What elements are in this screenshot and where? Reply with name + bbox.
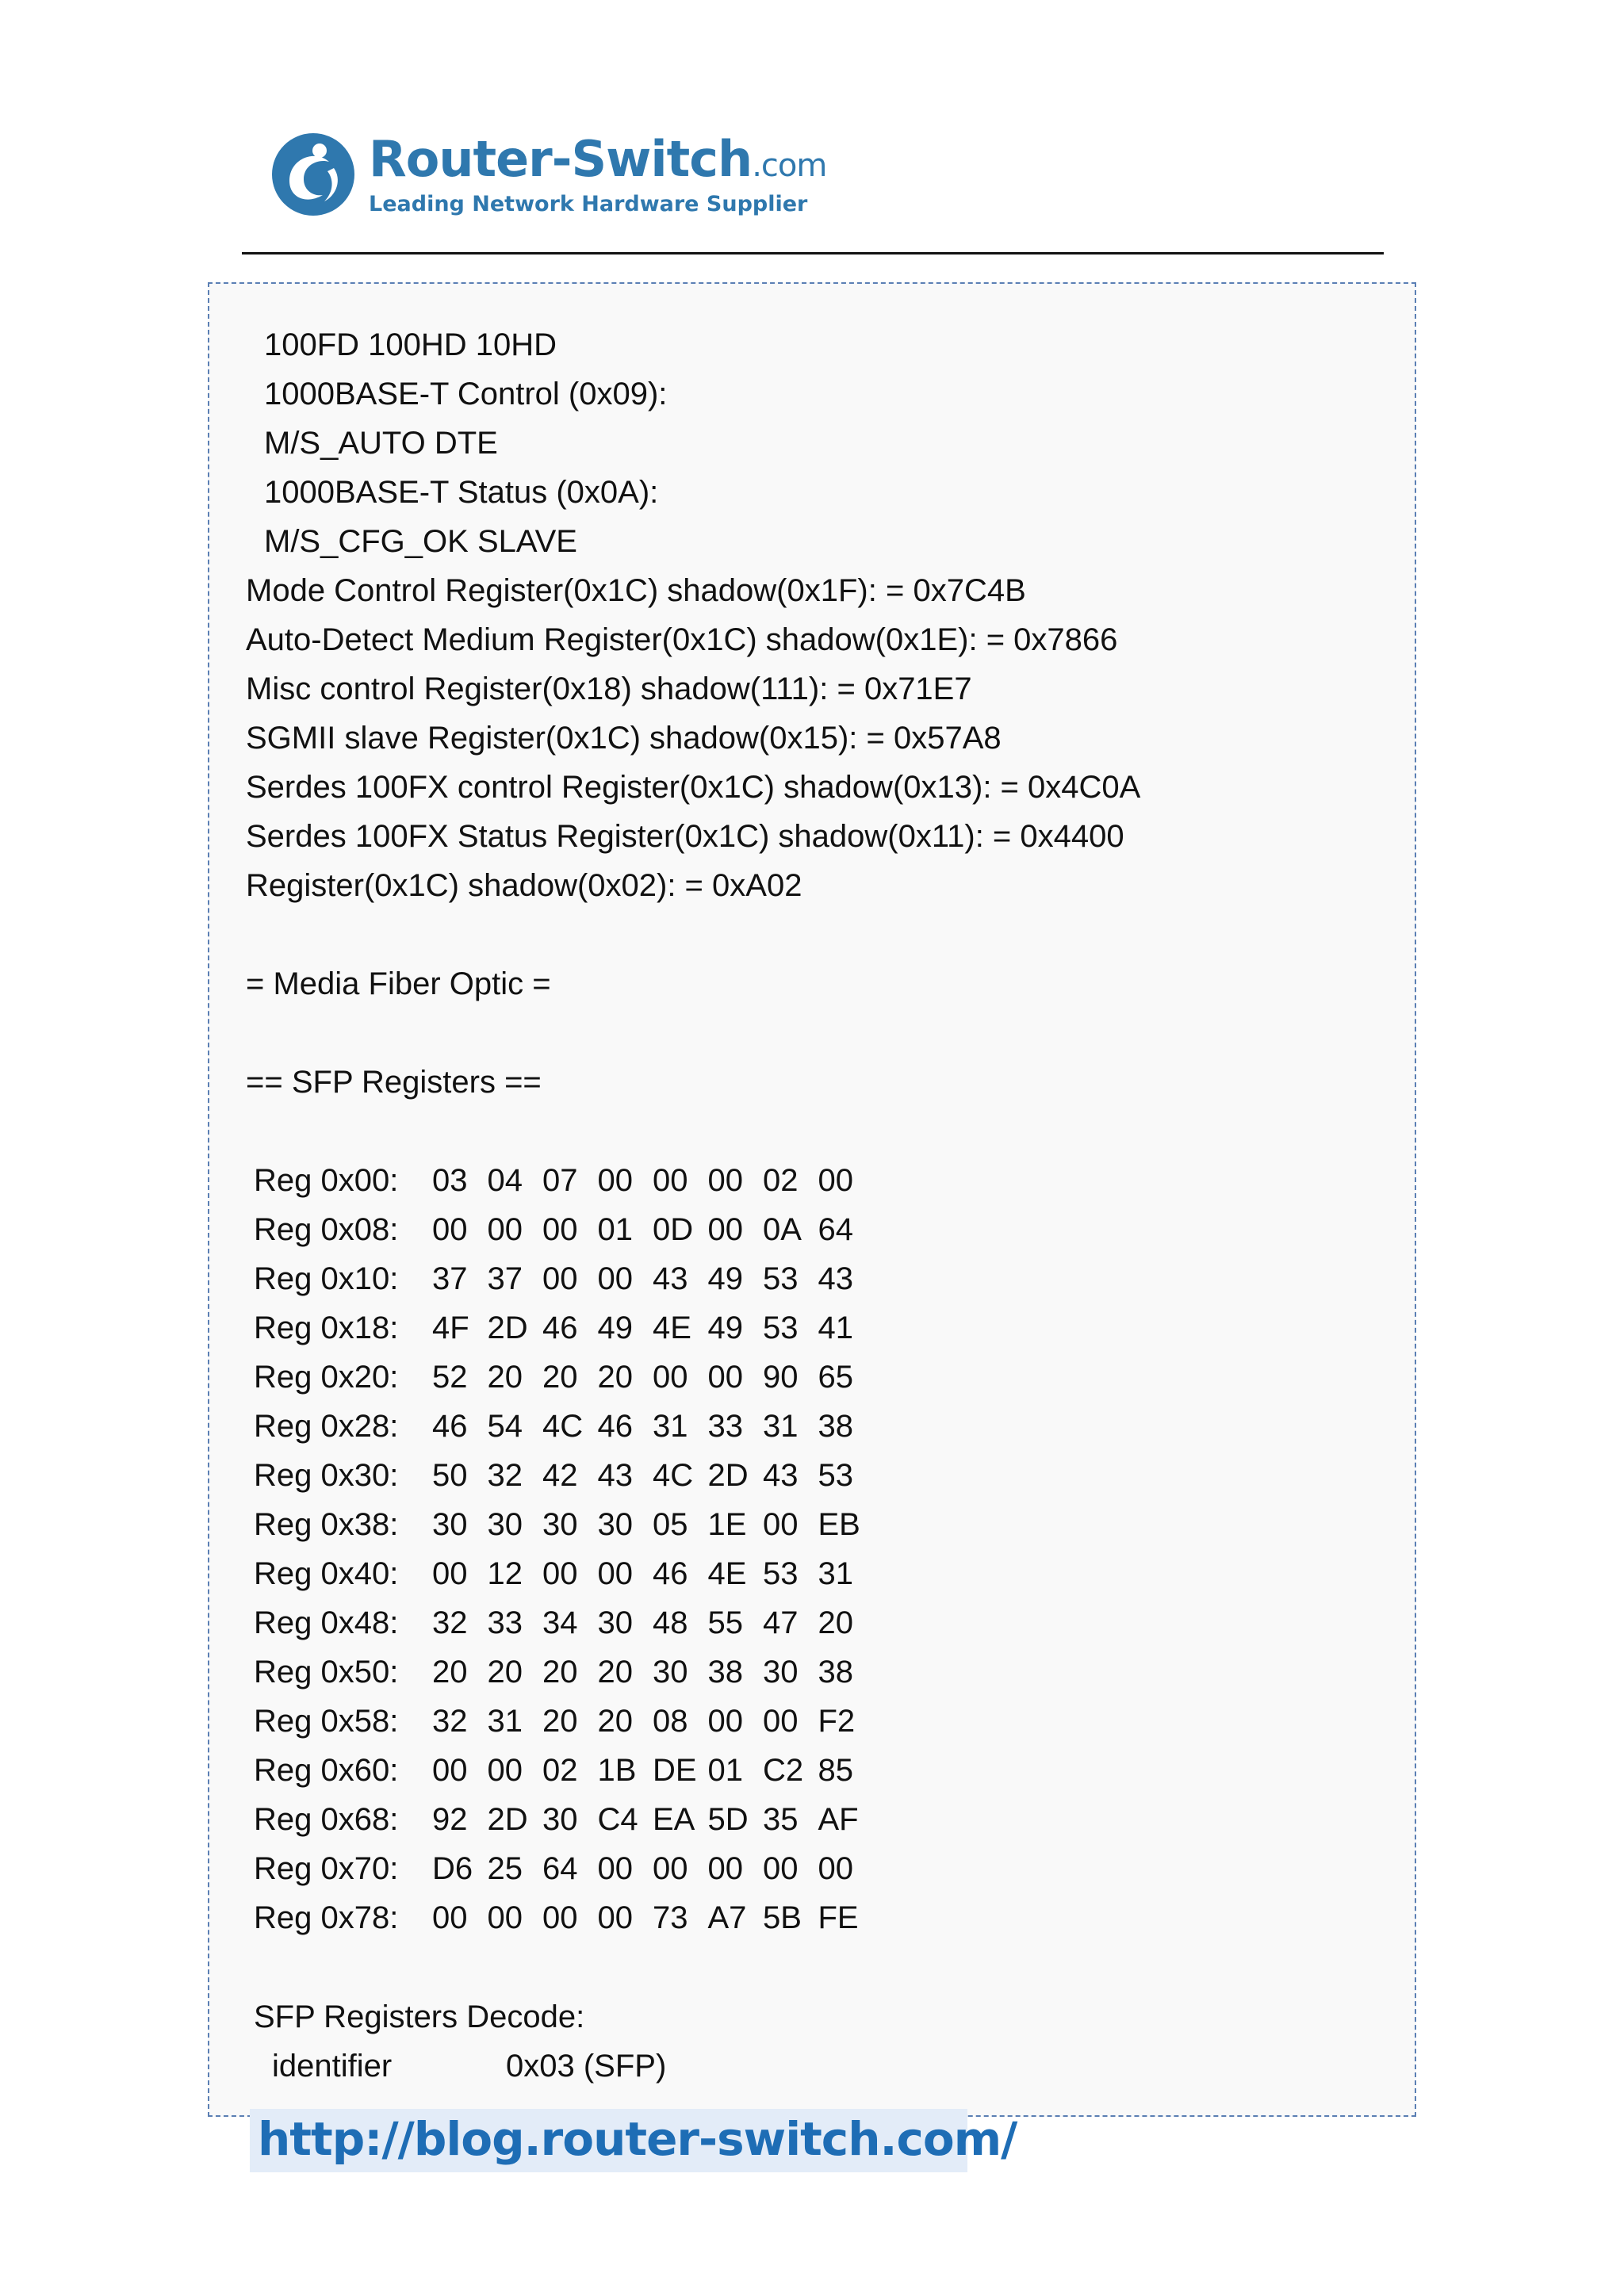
register-byte: 03 <box>432 1163 468 1198</box>
register-byte: 02 <box>542 1753 578 1788</box>
register-byte: 4E <box>653 1311 691 1345</box>
header-divider <box>242 252 1384 254</box>
table-row <box>254 1845 873 1892</box>
table-row <box>254 1747 873 1794</box>
register-byte: 00 <box>707 1360 743 1395</box>
register-line: Serdes 100FX Status Register(0x1C) shadow(0x11): = 0x4400 <box>246 819 1124 854</box>
register-byte: 00 <box>707 1851 743 1886</box>
register-line: Serdes 100FX control Register(0x1C) shadow(0x13): = 0x4C0A <box>246 770 1141 805</box>
logo-tagline: Leading Network Hardware Supplier <box>369 192 808 216</box>
register-byte: 00 <box>707 1704 743 1739</box>
table-row <box>254 1648 873 1696</box>
text-line: M/S_AUTO DTE <box>264 426 498 461</box>
register-byte: 20 <box>542 1704 578 1739</box>
register-byte: EB <box>818 1507 860 1542</box>
register-byte: 2D <box>487 1311 528 1345</box>
register-byte: 38 <box>818 1409 853 1444</box>
table-row <box>254 1796 873 1843</box>
register-byte: 49 <box>707 1261 743 1296</box>
site-logo <box>266 127 827 222</box>
register-byte: 00 <box>707 1163 743 1198</box>
register-byte: 20 <box>597 1704 633 1739</box>
register-byte: 49 <box>707 1311 743 1345</box>
router-switch-logo-icon <box>266 127 361 222</box>
register-byte: 01 <box>707 1753 743 1788</box>
register-byte: 00 <box>542 1261 578 1296</box>
register-byte: 49 <box>597 1311 633 1345</box>
table-row <box>254 1599 873 1647</box>
logo-wordmark: Router-Switch.com <box>369 130 827 188</box>
logo-text <box>369 127 826 216</box>
register-byte: 02 <box>763 1163 799 1198</box>
decode-row <box>272 2042 666 2090</box>
register-byte: 00 <box>487 1900 523 1935</box>
register-byte: 48 <box>653 1605 688 1640</box>
register-byte: 20 <box>597 1655 633 1689</box>
register-byte: 43 <box>818 1261 853 1296</box>
register-line: Misc control Register(0x18) shadow(111): = 0x71E7 <box>246 672 972 706</box>
register-byte: 53 <box>763 1311 799 1345</box>
register-byte: 08 <box>653 1704 688 1739</box>
register-byte: 30 <box>432 1507 468 1542</box>
register-byte: 85 <box>818 1753 853 1788</box>
register-byte: 30 <box>597 1605 633 1640</box>
register-byte: 35 <box>763 1802 799 1837</box>
table-row <box>254 1157 873 1204</box>
register-byte: 46 <box>597 1409 633 1444</box>
register-byte: 00 <box>818 1851 853 1886</box>
register-byte: D6 <box>432 1851 473 1886</box>
register-byte: F2 <box>818 1704 856 1739</box>
table-row <box>254 1550 873 1598</box>
register-byte: 32 <box>487 1458 523 1493</box>
register-byte: 4F <box>432 1311 469 1345</box>
register-byte: 00 <box>432 1212 468 1247</box>
table-row <box>254 1894 873 1942</box>
register-address: Reg 0x00: <box>254 1163 399 1198</box>
register-byte: C2 <box>763 1753 804 1788</box>
footer-url[interactable]: http://blog.router-switch.com/ <box>250 2109 967 2172</box>
register-byte: EA <box>653 1802 695 1837</box>
register-byte: 00 <box>653 1851 688 1886</box>
register-byte: 00 <box>653 1360 688 1395</box>
register-byte: 00 <box>432 1900 468 1935</box>
register-byte: 52 <box>432 1360 468 1395</box>
register-byte: 37 <box>487 1261 523 1296</box>
register-byte: 00 <box>763 1704 799 1739</box>
register-byte: 43 <box>653 1261 688 1296</box>
register-byte: 32 <box>432 1605 468 1640</box>
register-byte: 46 <box>653 1556 688 1591</box>
register-byte: 42 <box>542 1458 578 1493</box>
register-address: Reg 0x08: <box>254 1212 399 1247</box>
table-row <box>254 1353 873 1401</box>
register-address: Reg 0x20: <box>254 1360 399 1395</box>
register-address: Reg 0x40: <box>254 1556 399 1591</box>
register-byte: 1E <box>707 1507 747 1542</box>
table-row <box>254 1206 873 1253</box>
register-byte: 00 <box>487 1753 523 1788</box>
register-byte: 00 <box>597 1851 633 1886</box>
table-row <box>254 1697 873 1745</box>
register-address: Reg 0x58: <box>254 1704 399 1739</box>
text-line: 100FD 100HD 10HD <box>264 327 557 362</box>
text-line: 1000BASE-T Control (0x09): <box>264 377 668 411</box>
register-byte: 00 <box>542 1900 578 1935</box>
register-byte: 47 <box>763 1605 799 1640</box>
text-line: 1000BASE-T Status (0x0A): <box>264 475 659 510</box>
register-byte: 20 <box>432 1655 468 1689</box>
register-byte: 00 <box>763 1507 799 1542</box>
register-line: Register(0x1C) shadow(0x02): = 0xA02 <box>246 868 802 903</box>
register-byte: 00 <box>542 1212 578 1247</box>
register-address: Reg 0x38: <box>254 1507 399 1542</box>
sfp-heading: == SFP Registers == <box>246 1065 542 1100</box>
register-address: Reg 0x30: <box>254 1458 399 1493</box>
register-byte: 00 <box>818 1163 853 1198</box>
register-byte: 46 <box>432 1409 468 1444</box>
register-address: Reg 0x48: <box>254 1605 399 1640</box>
register-byte: 4E <box>707 1556 747 1591</box>
register-byte: 2D <box>707 1458 749 1493</box>
register-byte: 4C <box>542 1409 584 1444</box>
register-byte: 30 <box>597 1507 633 1542</box>
register-byte: 50 <box>432 1458 468 1493</box>
table-row <box>254 1255 873 1303</box>
register-byte: 30 <box>653 1655 688 1689</box>
register-byte: 46 <box>542 1311 578 1345</box>
register-byte: 0D <box>653 1212 694 1247</box>
register-byte: C4 <box>597 1802 638 1837</box>
register-byte: 4C <box>653 1458 694 1493</box>
register-byte: 30 <box>542 1507 578 1542</box>
register-address: Reg 0x70: <box>254 1851 399 1886</box>
register-byte: 5D <box>707 1802 749 1837</box>
register-address: Reg 0x10: <box>254 1261 399 1296</box>
register-byte: 65 <box>818 1360 853 1395</box>
register-line: Auto-Detect Medium Register(0x1C) shadow(0x1E): = 0x7866 <box>246 622 1118 657</box>
register-byte: 38 <box>707 1655 743 1689</box>
register-byte: 30 <box>763 1655 799 1689</box>
register-byte: 31 <box>487 1704 523 1739</box>
register-byte: A7 <box>707 1900 747 1935</box>
register-byte: 20 <box>542 1360 578 1395</box>
register-address: Reg 0x18: <box>254 1311 399 1345</box>
register-address: Reg 0x68: <box>254 1802 399 1837</box>
register-byte: 64 <box>542 1851 578 1886</box>
register-byte: 05 <box>653 1507 688 1542</box>
register-byte: 33 <box>487 1605 523 1640</box>
register-byte: 43 <box>763 1458 799 1493</box>
register-byte: 00 <box>542 1556 578 1591</box>
decode-heading: SFP Registers Decode: <box>254 1999 585 2034</box>
register-byte: 53 <box>818 1458 853 1493</box>
register-byte: 00 <box>597 1556 633 1591</box>
register-byte: 37 <box>432 1261 468 1296</box>
register-byte: 31 <box>818 1556 853 1591</box>
register-byte: 32 <box>432 1704 468 1739</box>
register-byte: 20 <box>818 1605 853 1640</box>
register-byte: 00 <box>597 1900 633 1935</box>
register-byte: 20 <box>542 1655 578 1689</box>
register-byte: 33 <box>707 1409 743 1444</box>
register-byte: DE <box>653 1753 697 1788</box>
media-line: = Media Fiber Optic = <box>246 966 551 1001</box>
register-byte: 54 <box>487 1409 523 1444</box>
register-address: Reg 0x60: <box>254 1753 399 1788</box>
register-byte: 00 <box>432 1556 468 1591</box>
register-byte: 00 <box>653 1163 688 1198</box>
table-row <box>254 1452 873 1499</box>
register-address: Reg 0x28: <box>254 1409 399 1444</box>
register-byte: 00 <box>763 1851 799 1886</box>
register-byte: 5B <box>763 1900 802 1935</box>
register-byte: 30 <box>487 1507 523 1542</box>
text-line: M/S_CFG_OK SLAVE <box>264 524 577 559</box>
register-byte: FE <box>818 1900 859 1935</box>
register-byte: 07 <box>542 1163 578 1198</box>
table-row <box>254 1304 873 1352</box>
register-byte: 25 <box>487 1851 523 1886</box>
register-byte: 31 <box>653 1409 688 1444</box>
register-byte: 00 <box>707 1212 743 1247</box>
register-byte: 41 <box>818 1311 853 1345</box>
register-byte: AF <box>818 1802 859 1837</box>
register-byte: 92 <box>432 1802 468 1837</box>
register-address: Reg 0x78: <box>254 1900 399 1935</box>
register-byte: 2D <box>487 1802 528 1837</box>
decode-field-value: 0x03 (SFP) <box>506 2049 667 2084</box>
register-byte: 01 <box>597 1212 633 1247</box>
register-byte: 00 <box>597 1163 633 1198</box>
register-byte: 00 <box>487 1212 523 1247</box>
register-byte: 04 <box>487 1163 523 1198</box>
register-byte: 00 <box>597 1261 633 1296</box>
register-line: SGMII slave Register(0x1C) shadow(0x15): = 0x57A8 <box>246 721 1002 756</box>
register-byte: 38 <box>818 1655 853 1689</box>
register-byte: 90 <box>763 1360 799 1395</box>
register-byte: 20 <box>487 1360 523 1395</box>
register-byte: 73 <box>653 1900 688 1935</box>
register-byte: 1B <box>597 1753 637 1788</box>
register-byte: 00 <box>432 1753 468 1788</box>
register-byte: 0A <box>763 1212 802 1247</box>
register-byte: 53 <box>763 1261 799 1296</box>
register-byte: 53 <box>763 1556 799 1591</box>
register-byte: 12 <box>487 1556 523 1591</box>
register-byte: 31 <box>763 1409 799 1444</box>
register-byte: 64 <box>818 1212 853 1247</box>
register-byte: 20 <box>487 1655 523 1689</box>
register-address: Reg 0x50: <box>254 1655 399 1689</box>
table-row <box>254 1501 873 1548</box>
register-byte: 34 <box>542 1605 578 1640</box>
register-byte: 43 <box>597 1458 633 1493</box>
register-byte: 20 <box>597 1360 633 1395</box>
register-line: Mode Control Register(0x1C) shadow(0x1F): = 0x7C4B <box>246 573 1026 608</box>
register-byte: 30 <box>542 1802 578 1837</box>
decode-field-name: identifier <box>272 2049 393 2084</box>
register-byte: 55 <box>707 1605 743 1640</box>
table-row <box>254 1402 873 1450</box>
